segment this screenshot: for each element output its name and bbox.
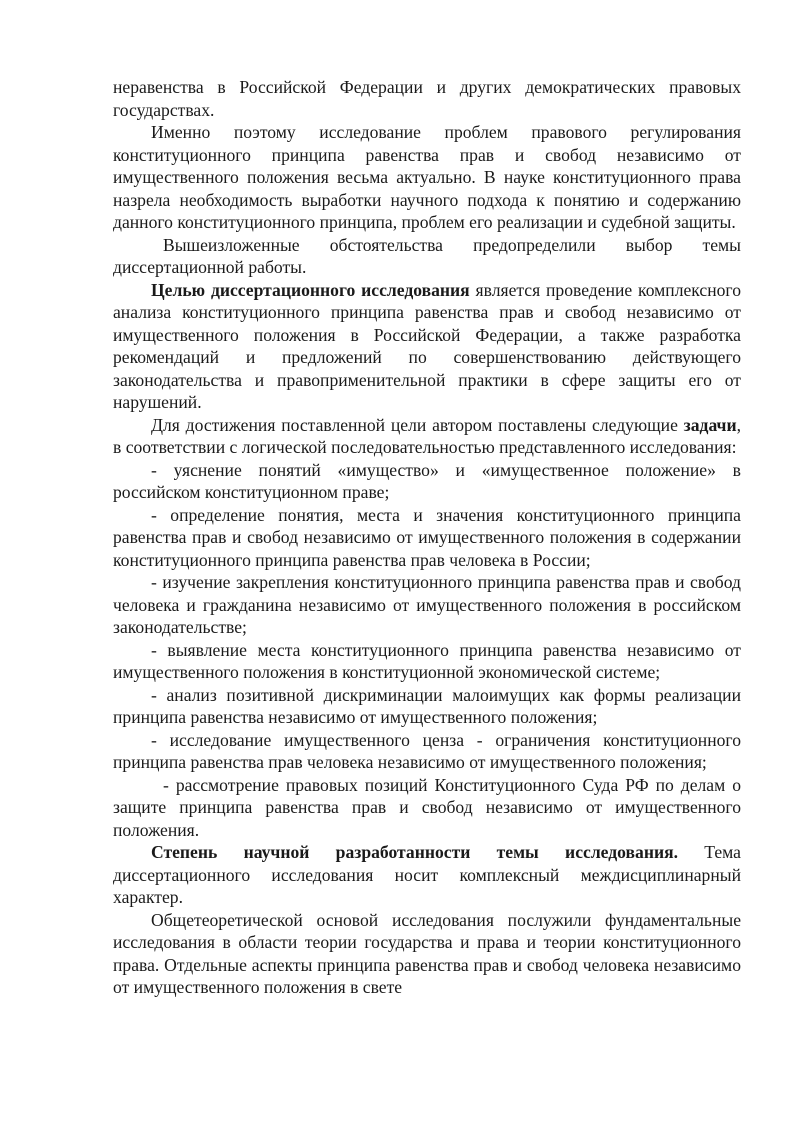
- tasks-heading: задачи: [683, 414, 737, 435]
- task-item: - исследование имущественного ценза - ограничения конституционного принципа равенства прав человека независимо от имущественного положения;: [113, 729, 741, 772]
- paragraph-relevance: Именно поэтому исследование проблем правового регулирования конституционного принципа равенства прав и свобод независимо от имущественного положения весьма актуально. В науке конституционного права назрела необходимость выработки научного подхода к понятию и содержанию данного конституционного принципа, проблем его реализации и судебной защиты.: [113, 122, 741, 232]
- task-item: - выявление места конституционного принципа равенства независимо от имущественного положения в конституционной экономической системе;: [113, 639, 741, 682]
- tasks-intro-after: , в соответствии с логической последовательностью представленного исследования:: [113, 414, 741, 457]
- goal-heading: Целью диссертационного исследования: [151, 279, 470, 300]
- paragraph-continuation: неравенства в Российской Федерации и других демократических правовых государствах.: [113, 77, 741, 120]
- task-item: - уяснение понятий «имущество» и «имущественное положение» в российском конституционном праве;: [113, 459, 741, 502]
- task-item: - анализ позитивной дискриминации малоимущих как формы реализации принципа равенства независимо от имущественного положения;: [113, 684, 741, 727]
- paragraph-theoretical-basis: Общетеоретической основой исследования послужили фундаментальные исследования в области теории государства и права и теории конституционного права. Отдельные аспекты принципа равенства прав и свобод человека независимо от имущественного положения в свете: [113, 909, 741, 997]
- paragraph-goal: [113, 279, 741, 414]
- task-item: - рассмотрение правовых позиций Конституционного Суда РФ по делам о защите принципа равенства прав и свобод независимо от имущественного положения.: [113, 774, 741, 840]
- paragraph-tasks-intro: [113, 414, 741, 459]
- goal-text: является проведение комплексного анализа конституционного принципа равенства прав и свобод независимо от имущественного положения в Российской Федерации, а также разработка рекомендаций и предложений по совершенствованию действующего законодательства и правоприменительной практики в сфере защиты его от нарушений.: [113, 279, 741, 412]
- task-item: - изучение закрепления конституционного принципа равенства прав и свобод человека и гражданина независимо от имущественного положения в российском законодательстве;: [113, 572, 741, 637]
- task-item: - определение понятия, места и значения конституционного принципа равенства прав и свобод независимо от имущественного положения в содержании конституционного принципа равенства прав человека в России;: [113, 504, 741, 570]
- paragraph-research-degree: [113, 841, 741, 909]
- research-degree-heading: Степень научной разработанности темы исследования.: [151, 842, 679, 862]
- paragraph-topic-choice: Вышеизложенные обстоятельства предопределили выбор темы диссертационной работы.: [113, 234, 741, 277]
- document-body: [113, 76, 741, 999]
- tasks-intro-before: Для достижения поставленной цели автором поставлены следующие: [151, 414, 684, 435]
- research-degree-text: Тема диссертационного исследования носит комплексный междисциплинарный характер.: [113, 842, 741, 907]
